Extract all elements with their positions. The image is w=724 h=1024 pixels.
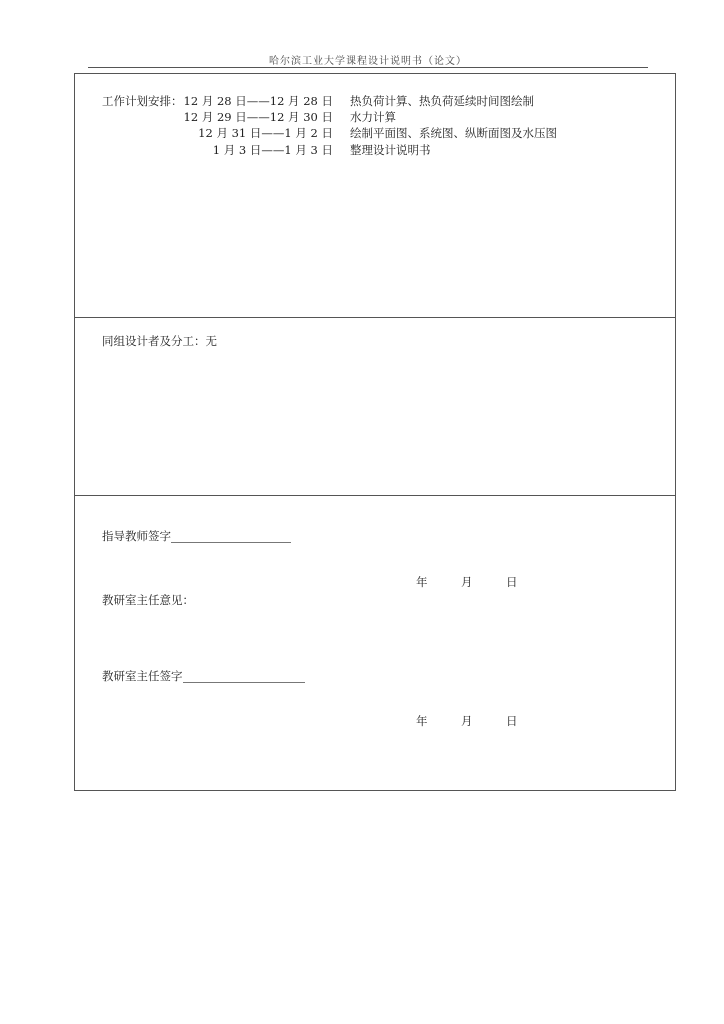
advisor-date-month: 月 <box>461 575 473 589</box>
advisor-sign-line <box>171 530 291 543</box>
group-label: 同组设计者及分工：无 <box>102 334 217 348</box>
header-rule <box>88 67 648 68</box>
director-sign-row <box>102 669 305 683</box>
schedule-date-4: 1 月 3 日——1 月 3 日 <box>212 143 333 157</box>
approval-section <box>75 496 675 792</box>
form-table <box>74 73 676 791</box>
advisor-date-year: 年 <box>416 575 428 589</box>
group-section <box>75 318 675 496</box>
director-date-day: 日 <box>506 714 518 728</box>
schedule-task-4: 整理设计说明书 <box>350 143 431 157</box>
document-header: 哈尔滨工业大学课程设计说明书（论文） <box>269 56 467 67</box>
director-date-year: 年 <box>416 714 428 728</box>
schedule-section <box>75 74 675 318</box>
director-opinion-label: 教研室主任意见： <box>102 593 194 607</box>
advisor-sign-row <box>102 529 291 543</box>
advisor-sign-label: 指导教师签字 <box>102 529 171 543</box>
schedule-task-2: 水力计算 <box>350 110 396 124</box>
schedule-date-1: 12 月 28 日——12 月 28 日 <box>183 94 333 108</box>
advisor-date-day: 日 <box>506 575 518 589</box>
schedule-task-1: 热负荷计算、热负荷延续时间图绘制 <box>350 94 534 108</box>
schedule-date-2: 12 月 29 日——12 月 30 日 <box>183 110 333 124</box>
schedule-date-3: 12 月 31 日——1 月 2 日 <box>198 126 333 140</box>
director-sign-label: 教研室主任签字 <box>102 669 183 683</box>
schedule-task-3: 绘制平面图、系统图、纵断面图及水压图 <box>350 126 557 140</box>
director-date-month: 月 <box>461 714 473 728</box>
director-sign-line <box>183 670 305 683</box>
schedule-label: 工作计划安排： <box>102 94 183 108</box>
